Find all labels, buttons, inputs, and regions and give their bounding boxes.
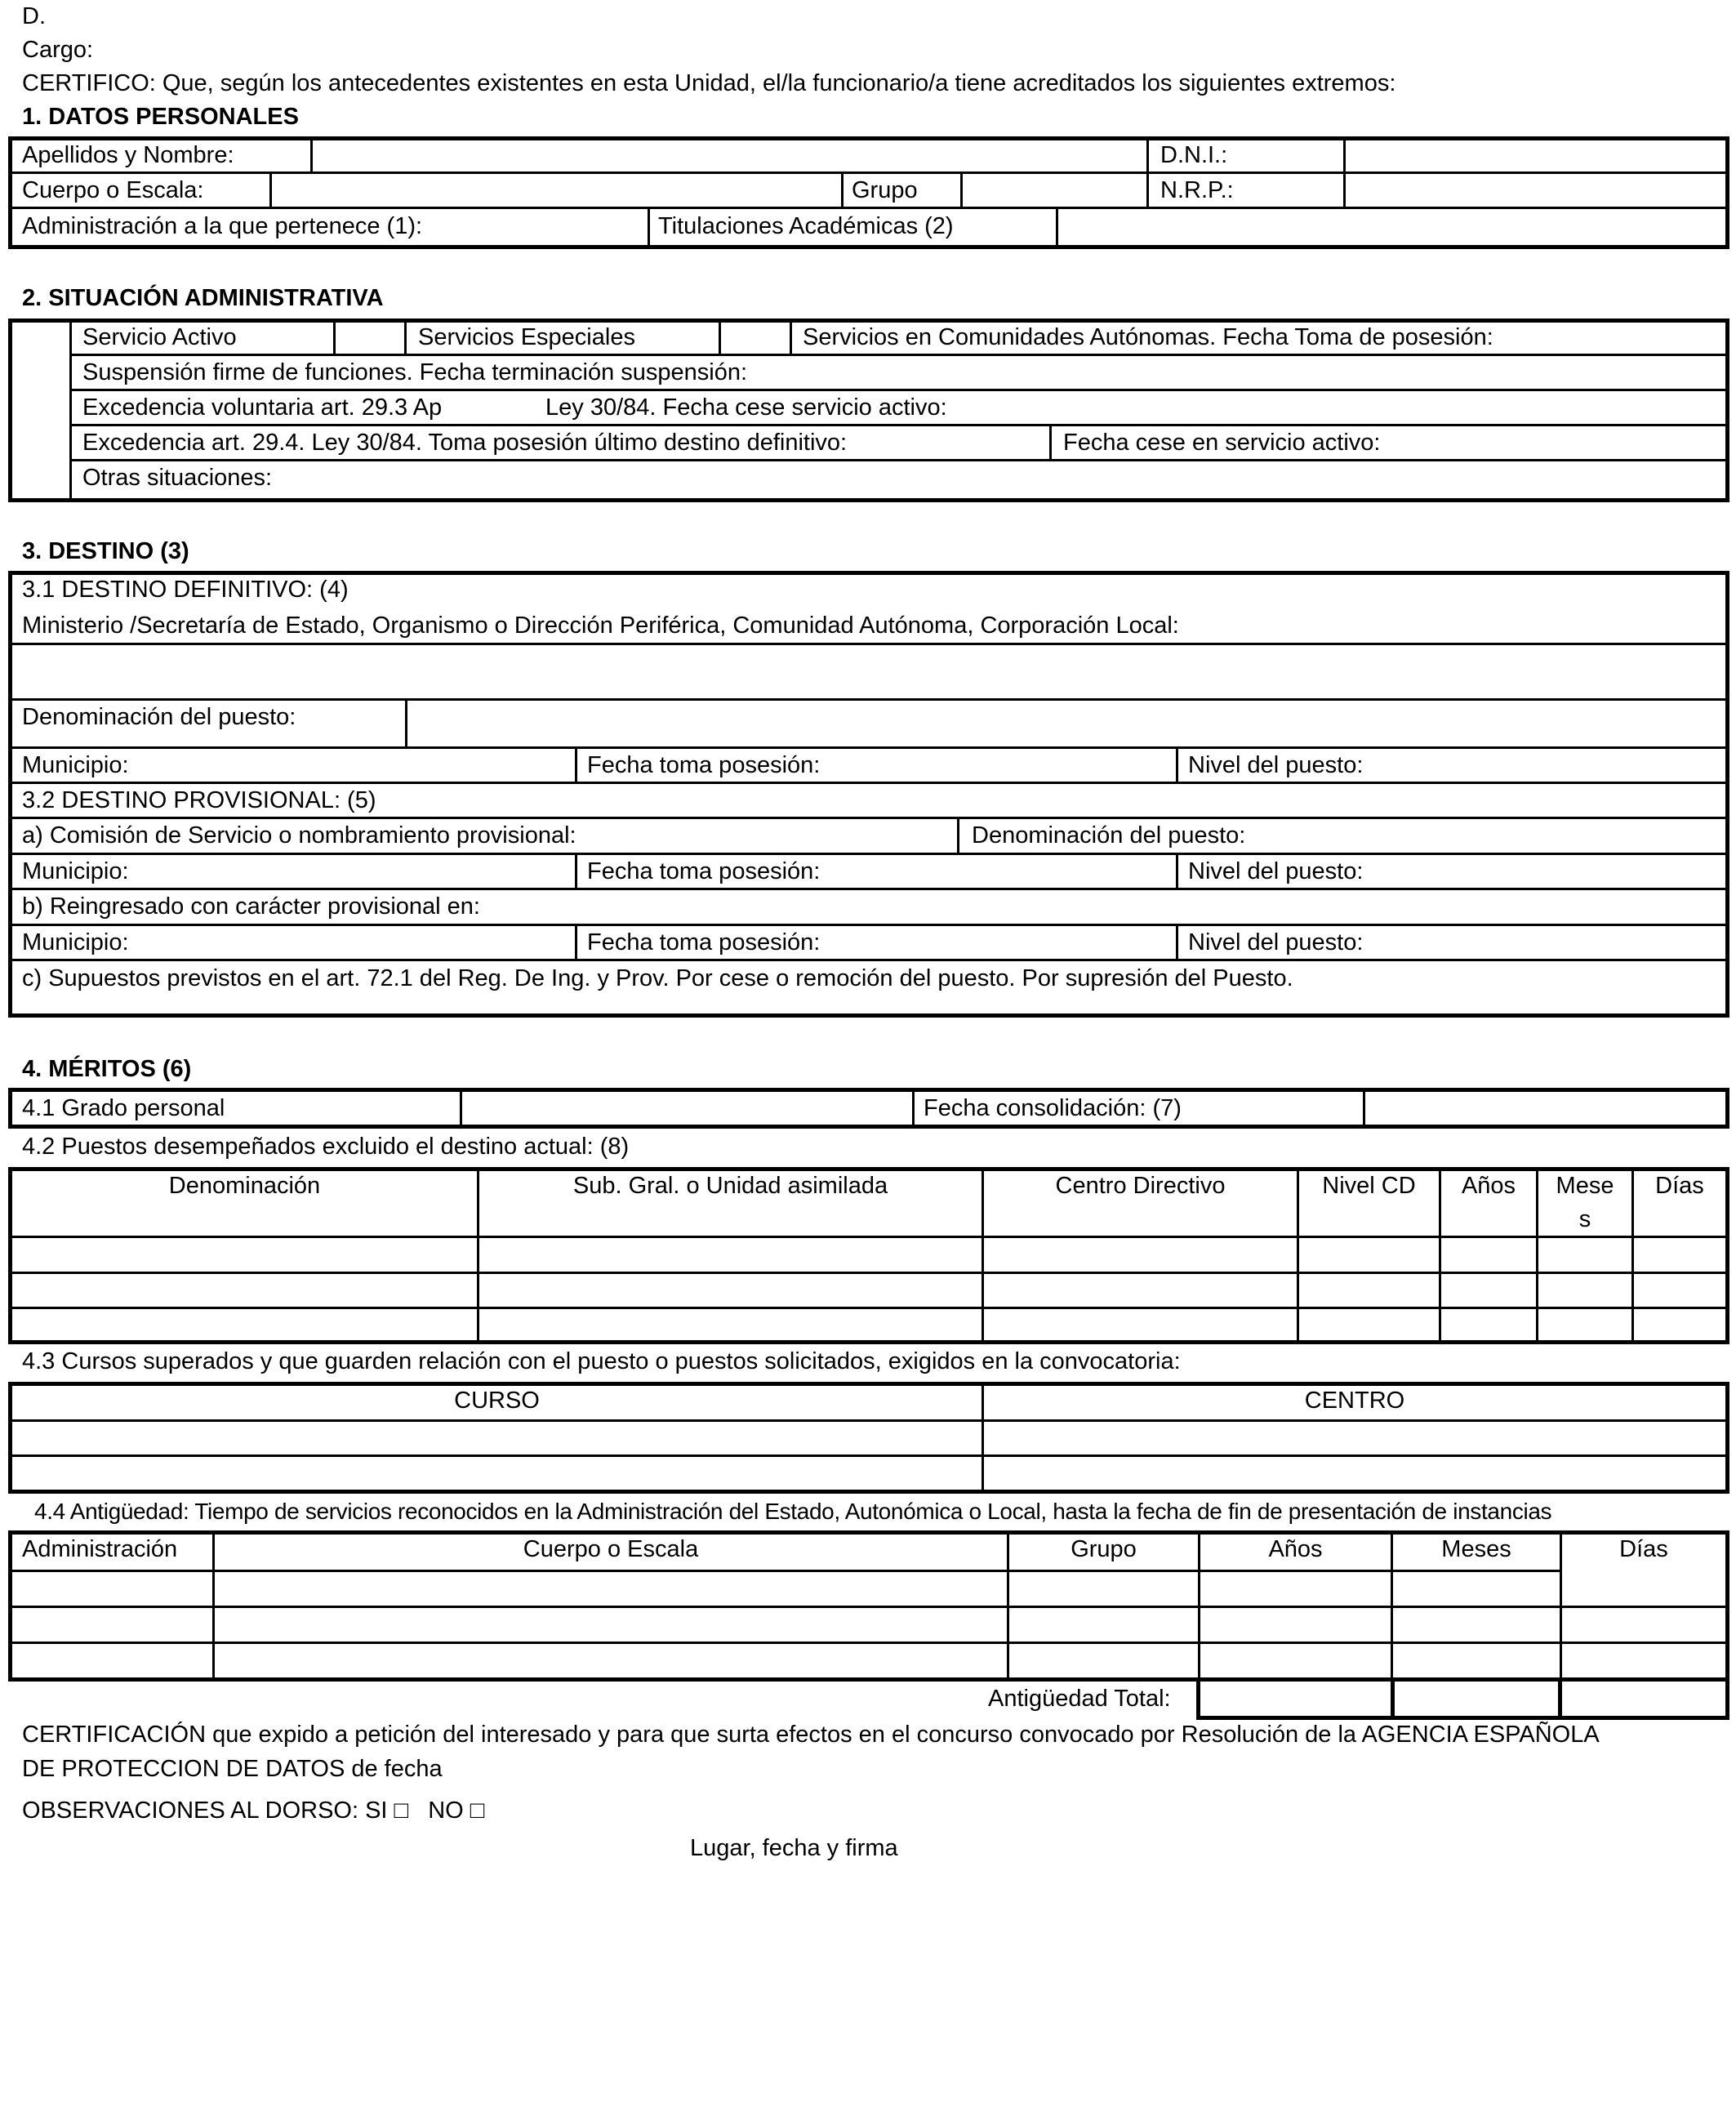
- label-nivel: Nivel del puesto:: [1188, 752, 1364, 778]
- row-divider: [8, 207, 1729, 209]
- col-divider: [719, 319, 721, 354]
- row-divider: [8, 698, 1729, 701]
- label-titulaciones: Titulaciones Académicas (2): [658, 213, 954, 239]
- col-divider: [575, 746, 577, 782]
- label-servicios-especiales: Servicios Especiales: [418, 324, 635, 350]
- row-divider: [8, 1272, 1729, 1274]
- col-divider: [575, 924, 577, 959]
- header-grupo: Grupo: [1071, 1536, 1137, 1562]
- row-divider: [8, 1419, 1729, 1422]
- observaciones: OBSERVACIONES AL DORSO: SI □ NO □: [22, 1797, 485, 1824]
- lugar-fecha-firma: Lugar, fecha y firma: [690, 1835, 898, 1861]
- label-grado-personal: 4.1 Grado personal: [22, 1095, 225, 1121]
- row-divider: [69, 424, 1729, 426]
- row-divider: [69, 389, 1729, 391]
- label-fecha-toma-a: Fecha toma posesión:: [587, 858, 821, 884]
- row-divider: [69, 354, 1729, 356]
- header-meses-1: Mese: [1556, 1173, 1614, 1199]
- label-nivel-b: Nivel del puesto:: [1188, 929, 1364, 956]
- label-municipio-a: Municipio:: [22, 858, 129, 884]
- col-divider: [460, 1088, 462, 1129]
- col-divider: [1343, 136, 1346, 207]
- header-denominacion: Denominación: [168, 1173, 321, 1199]
- col-divider: [1049, 424, 1052, 459]
- row-divider: [8, 782, 1729, 784]
- label-administracion: Administración a la que pertenece (1):: [22, 213, 423, 239]
- label-destino-provisional: 3.2 DESTINO PROVISIONAL: (5): [22, 787, 376, 813]
- label-fecha-toma: Fecha toma posesión:: [587, 752, 821, 778]
- col-divider: [1363, 1088, 1365, 1129]
- row-divider: [8, 1570, 1561, 1572]
- col-divider: [310, 136, 313, 172]
- header-sub-gral: Sub. Gral. o Unidad asimilada: [572, 1173, 888, 1199]
- header-centro-directivo: Centro Directivo: [1055, 1173, 1226, 1199]
- label-servicios-ccaa: Servicios en Comunidades Autónomas. Fecha Toma de posesión:: [803, 324, 1493, 350]
- col-divider: [1056, 207, 1058, 247]
- row-divider: [8, 1454, 1729, 1457]
- row-divider: [8, 959, 1729, 961]
- label-nivel-a: Nivel del puesto:: [1188, 858, 1364, 884]
- row-divider: [8, 1307, 1729, 1309]
- header-anos: Años: [1461, 1173, 1516, 1199]
- header-dias: Días: [1655, 1173, 1704, 1199]
- row-divider: [8, 172, 1729, 174]
- section-1-title: 1. DATOS PERSONALES: [22, 104, 299, 130]
- label-supuestos: c) Supuestos previstos en el art. 72.1 del Reg. De Ing. y Prov. Por cese o remoción del puesto. Por supresión del Puesto.: [22, 965, 1293, 991]
- label-ministerio: Ministerio /Secretaría de Estado, Organismo o Dirección Periférica, Comunidad Autónoma, Corporación Local:: [22, 613, 1179, 639]
- label-denominacion: Denominación del puesto:: [22, 704, 296, 730]
- col-divider: [1558, 1677, 1562, 1720]
- header-meses-antig: Meses: [1441, 1536, 1511, 1562]
- label-comision: a) Comisión de Servicio o nombramiento provisional:: [22, 822, 576, 849]
- label-denominacion-prov: Denominación del puesto:: [972, 822, 1246, 849]
- header-d: D.: [22, 3, 46, 29]
- header-nivel-cd: Nivel CD: [1322, 1173, 1416, 1199]
- header-dias-antig: Días: [1619, 1536, 1668, 1562]
- label-fecha-cese: Fecha cese en servicio activo:: [1063, 430, 1381, 456]
- label-cursos: 4.3 Cursos superados y que guarden relación con el puesto o puestos solicitados, exigidos en la convocatoria:: [22, 1348, 1181, 1374]
- col-divider: [404, 319, 407, 354]
- label-excedencia-294: Excedencia art. 29.4. Ley 30/84. Toma posesión último destino definitivo:: [82, 430, 848, 456]
- row-divider: [69, 459, 1729, 461]
- checkbox-column-divider: [69, 319, 72, 502]
- row-divider: [8, 643, 1729, 645]
- row-divider: [8, 1606, 1729, 1608]
- col-divider: [269, 172, 272, 207]
- label-suspension: Suspensión firme de funciones. Fecha terminación suspensión:: [82, 359, 748, 385]
- col-divider: [1176, 924, 1178, 959]
- label-municipio: Municipio:: [22, 752, 129, 778]
- certificacion-line-1: CERTIFICACIÓN que expido a petición del interesado y para que surta efectos en el concurso convocado por Resolución de la AGENCIA ESPAÑOLA: [22, 1722, 1600, 1748]
- certificacion-line-2: DE PROTECCION DE DATOS de fecha: [22, 1756, 443, 1782]
- header-cargo: Cargo:: [22, 37, 94, 63]
- section-4-title: 4. MÉRITOS (6): [22, 1056, 192, 1082]
- col-divider: [960, 172, 963, 207]
- antiguedad-total-boxes: [1196, 1677, 1729, 1720]
- col-divider: [912, 1088, 915, 1129]
- header-administracion: Administración: [22, 1536, 178, 1562]
- label-grupo: Grupo: [852, 177, 918, 203]
- label-cuerpo: Cuerpo o Escala:: [22, 177, 204, 203]
- header-centro: CENTRO: [1304, 1388, 1405, 1414]
- label-antiguedad-total: Antigüedad Total:: [988, 1686, 1171, 1712]
- col-divider: [1176, 853, 1178, 888]
- header-meses-2: s: [1578, 1206, 1591, 1232]
- label-destino-definitivo: 3.1 DESTINO DEFINITIVO: (4): [22, 577, 349, 603]
- row-divider: [8, 1642, 1729, 1644]
- col-divider: [405, 698, 407, 746]
- header-curso: CURSO: [454, 1388, 540, 1414]
- row-divider: [8, 1236, 1729, 1238]
- col-divider: [333, 319, 336, 354]
- header-cuerpo-escala: Cuerpo o Escala: [523, 1536, 699, 1562]
- col-divider: [790, 319, 792, 354]
- col-divider: [1391, 1677, 1395, 1720]
- section-3-title: 3. DESTINO (3): [22, 538, 189, 564]
- label-dni: D.N.I.:: [1160, 142, 1228, 168]
- section-2-title: 2. SITUACIÓN ADMINISTRATIVA: [22, 285, 384, 311]
- label-apellidos: Apellidos y Nombre:: [22, 142, 234, 168]
- col-divider: [648, 207, 650, 247]
- col-divider: [575, 853, 577, 888]
- label-fecha-toma-b: Fecha toma posesión:: [587, 929, 821, 956]
- row-divider: [8, 924, 1729, 926]
- header-certifico: CERTIFICO: Que, según los antecedentes existentes en esta Unidad, el/la funcionario/a tiene acreditados los siguientes extremos:: [22, 70, 1396, 96]
- label-municipio-b: Municipio:: [22, 929, 129, 956]
- row-divider: [8, 746, 1729, 749]
- col-divider: [957, 817, 959, 853]
- grado-table: [8, 1088, 1729, 1129]
- label-servicio-activo: Servicio Activo: [82, 324, 237, 350]
- label-fecha-consolidacion: Fecha consolidación: (7): [924, 1095, 1182, 1121]
- label-antiguedad: 4.4 Antigüedad: Tiempo de servicios reconocidos en la Administración del Estado, Autonómica o Local, hasta la fecha de fin de presentación de instancias: [34, 1499, 1552, 1524]
- col-divider: [841, 172, 844, 207]
- label-nrp: N.R.P.:: [1160, 177, 1234, 203]
- label-otras-situaciones: Otras situaciones:: [82, 465, 273, 491]
- label-excedencia-voluntaria: Excedencia voluntaria art. 29.3 Ap: [82, 394, 443, 421]
- row-divider: [8, 853, 1729, 855]
- row-divider: [8, 888, 1729, 890]
- col-divider: [1176, 746, 1178, 782]
- header-anos-antig: Años: [1268, 1536, 1323, 1562]
- col-divider: [1146, 136, 1149, 207]
- row-divider: [8, 817, 1729, 819]
- label-reingresado: b) Reingresado con carácter provisional en:: [22, 893, 480, 920]
- label-puestos-desempenados: 4.2 Puestos desempeñados excluido el destino actual: (8): [22, 1134, 630, 1160]
- label-excedencia-ley: Ley 30/84. Fecha cese servicio activo:: [545, 394, 947, 421]
